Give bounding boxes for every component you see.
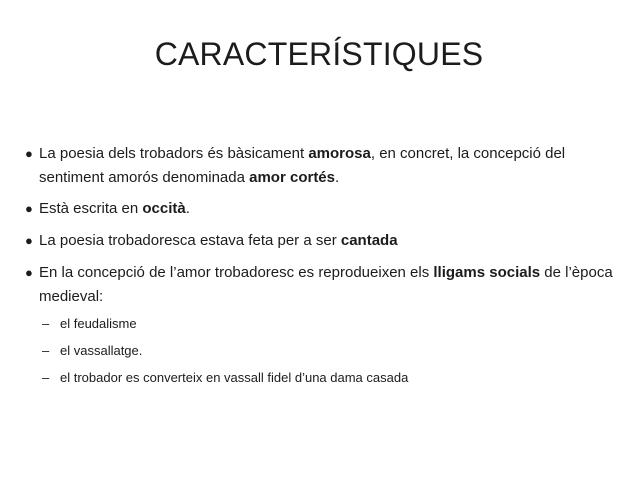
dash-marker: – (42, 370, 50, 385)
dash-marker: – (42, 316, 50, 331)
bullet-text (39, 197, 615, 221)
bullet-text (39, 229, 615, 253)
bold-run: occità (142, 200, 186, 217)
bullet-item (25, 197, 615, 221)
bold-run: amor cortés (249, 169, 335, 186)
bullet-item (25, 261, 615, 309)
text-run: En la concepció de l’amor trobadoresc es reprodueixen els (39, 264, 434, 281)
text-run: Està escrita en (39, 200, 143, 217)
dash-marker: – (42, 343, 50, 358)
sub-list-item (42, 342, 602, 360)
bold-run: cantada (340, 232, 398, 249)
bullet-item (25, 142, 615, 190)
sub-item-text: el trobador es converteix en vassall fidel d’una dama casada (60, 370, 409, 385)
sub-list-item (42, 369, 602, 387)
text-run: . (185, 200, 190, 217)
slide-title: CARACTERÍSTIQUES (154, 36, 484, 72)
bullet-marker: ● (25, 201, 33, 216)
sub-list-item (42, 315, 602, 333)
text-run: La poesia dels trobadors és bàsicament (39, 145, 309, 162)
sub-item-text: el vassallatge. (60, 343, 143, 358)
text-run: de l’època medieval: (39, 264, 613, 305)
bold-run: amorosa (308, 145, 371, 162)
text-run: La poesia trobadoresca estava feta per a ser (39, 232, 341, 249)
bullet-marker: ● (25, 265, 33, 280)
bullet-text (39, 261, 615, 309)
text-run: . (335, 169, 340, 186)
bold-run: lligams socials (433, 264, 541, 281)
bullet-text (39, 142, 615, 190)
bullet-marker: ● (25, 233, 33, 248)
sub-item-text: el feudalisme (60, 316, 137, 331)
bullet-marker: ● (25, 146, 33, 161)
text-run: , en concret, la concepció del sentiment amorós denominada (39, 145, 566, 186)
bullet-item (25, 229, 615, 253)
